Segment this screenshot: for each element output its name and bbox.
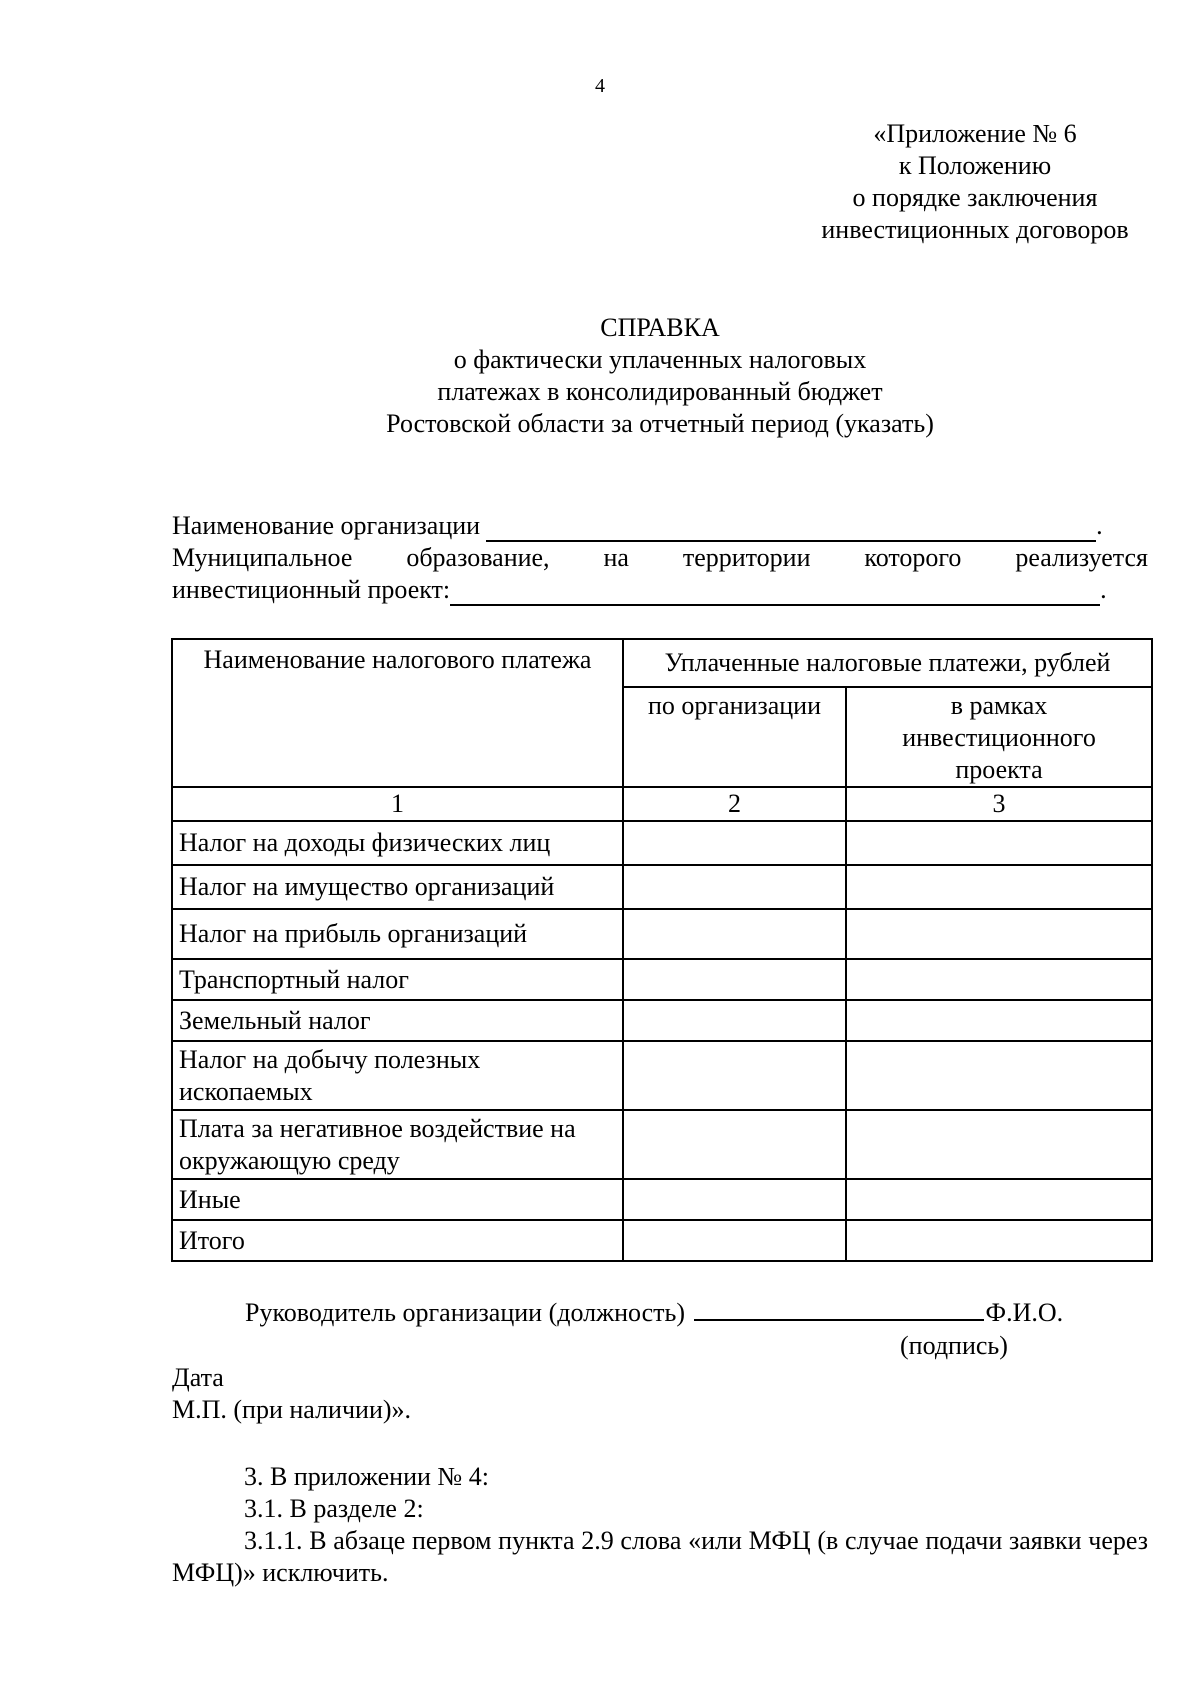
document-subtitle-line: Ростовской области за отчетный период (указать) xyxy=(386,409,934,438)
payment-name-cell: Налог на добычу полезных ископаемых xyxy=(172,1041,623,1110)
table-row xyxy=(172,865,1152,909)
municipal-word: территории xyxy=(682,543,811,572)
signature-row xyxy=(245,1295,1145,1329)
by-organization-cell[interactable] xyxy=(623,1000,846,1041)
appendix-reference xyxy=(810,118,1140,246)
within-project-cell[interactable] xyxy=(846,1041,1152,1110)
table-row xyxy=(172,1220,1152,1261)
document-subtitle-line: о фактически уплаченных налоговых xyxy=(453,345,867,374)
org-name-label: Наименование организации xyxy=(172,511,481,540)
table-row xyxy=(172,1110,1152,1179)
municipal-word: образование, xyxy=(406,543,550,572)
signature-caption: (подпись) xyxy=(900,1331,1008,1360)
column-number: 1 xyxy=(172,787,623,821)
header-payment-name: Наименование налогового платежа xyxy=(172,639,623,787)
by-organization-cell[interactable] xyxy=(623,865,846,909)
date-stamp-block xyxy=(172,1362,411,1426)
table-row xyxy=(172,959,1152,1000)
document-title: СПРАВКА xyxy=(600,313,720,342)
stamp-label: М.П. (при наличии)». xyxy=(172,1395,412,1424)
column-number: 3 xyxy=(846,787,1152,821)
header-by-organization: по организации xyxy=(623,687,846,787)
by-organization-cell[interactable] xyxy=(623,909,846,959)
document-subtitle-line: платежах в консолидированный бюджет xyxy=(437,377,883,406)
municipal-word: на xyxy=(603,543,629,572)
municipal-word: реализуется xyxy=(1015,543,1148,572)
signature-fio: Ф.И.О. xyxy=(985,1298,1064,1327)
organization-fields xyxy=(172,510,1148,606)
municipal-word: которого xyxy=(864,543,962,572)
by-organization-cell[interactable] xyxy=(623,1220,846,1261)
tax-payments-table xyxy=(171,638,1153,1262)
header-within-project: в рамках инвестиционного проекта xyxy=(846,687,1152,787)
within-project-cell[interactable] xyxy=(846,959,1152,1000)
table-row xyxy=(172,1041,1152,1110)
org-name-blank[interactable] xyxy=(486,516,1096,542)
payment-name-cell: Иные xyxy=(172,1179,623,1220)
amendment-paragraph: 3.1.1. В абзаце первом пункта 2.9 слова «или МФЦ (в случае подачи заявки через МФЦ)» исключить. xyxy=(172,1526,1148,1587)
table-row xyxy=(172,1000,1152,1041)
signature-blank[interactable] xyxy=(694,1295,984,1321)
municipal-word: Муниципальное xyxy=(172,543,353,572)
table-row xyxy=(172,1179,1152,1220)
within-project-cell[interactable] xyxy=(846,909,1152,959)
appendix-line: «Приложение № 6 xyxy=(873,119,1077,148)
project-period: . xyxy=(1100,575,1107,604)
within-project-cell[interactable] xyxy=(846,1220,1152,1261)
table-row xyxy=(172,821,1152,865)
by-organization-cell[interactable] xyxy=(623,821,846,865)
within-project-cell[interactable] xyxy=(846,865,1152,909)
by-organization-cell[interactable] xyxy=(623,1041,846,1110)
payment-name-cell: Налог на доходы физических лиц xyxy=(172,821,623,865)
appendix-line: о порядке заключения xyxy=(852,183,1098,212)
by-organization-cell[interactable] xyxy=(623,959,846,1000)
payment-name-cell: Плата за негативное воздействие на окружающую среду xyxy=(172,1110,623,1179)
page-number: 4 xyxy=(595,75,605,97)
document-title-block xyxy=(170,312,1150,440)
amendment-paragraph: 3. В приложении № 4: xyxy=(244,1462,489,1491)
signature-label: Руководитель организации (должность) xyxy=(245,1298,686,1327)
payment-name-cell: Земельный налог xyxy=(172,1000,623,1041)
municipal-row xyxy=(172,542,1148,574)
by-organization-cell[interactable] xyxy=(623,1110,846,1179)
header-paid-payments: Уплаченные налоговые платежи, рублей xyxy=(623,639,1152,687)
total-row-label: Итого xyxy=(172,1220,623,1261)
payment-name-cell: Налог на прибыль организаций xyxy=(172,909,623,959)
column-number: 2 xyxy=(623,787,846,821)
payment-name-cell: Транспортный налог xyxy=(172,959,623,1000)
amendment-paragraph: 3.1. В разделе 2: xyxy=(244,1494,424,1523)
table-row xyxy=(172,909,1152,959)
appendix-line: к Положению xyxy=(898,151,1052,180)
project-label: инвестиционный проект: xyxy=(172,575,451,604)
appendix-line: инвестиционных договоров xyxy=(821,215,1129,244)
project-blank[interactable] xyxy=(450,580,1100,606)
amendment-paragraphs xyxy=(172,1461,1148,1589)
by-organization-cell[interactable] xyxy=(623,1179,846,1220)
within-project-cell[interactable] xyxy=(846,821,1152,865)
within-project-cell[interactable] xyxy=(846,1110,1152,1179)
org-name-period: . xyxy=(1096,511,1103,540)
org-name-row xyxy=(172,510,1148,542)
within-project-cell[interactable] xyxy=(846,1179,1152,1220)
within-project-cell[interactable] xyxy=(846,1000,1152,1041)
payment-name-cell: Налог на имущество организаций xyxy=(172,865,623,909)
project-row xyxy=(172,574,1148,606)
date-label: Дата xyxy=(172,1363,224,1392)
